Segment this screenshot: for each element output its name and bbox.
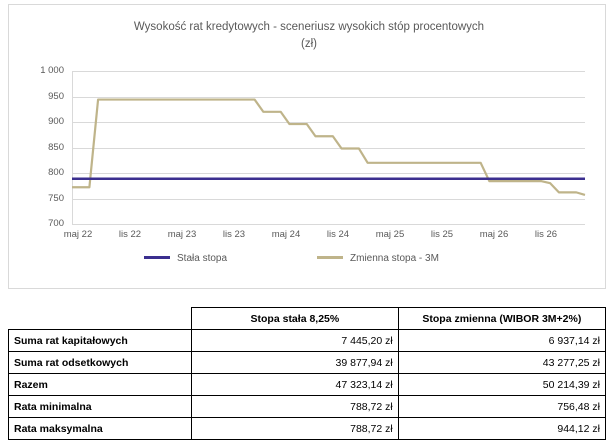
table-header-variable-rate: Stopa zmienna (WIBOR 3M+2%) (398, 308, 605, 330)
table-header-fixed-rate: Stopa stała 8,25% (192, 308, 399, 330)
chart-title-line-1: Wysokość rat kredytowych - sceneriusz wysokich stóp procentowych (133, 21, 485, 33)
row-label-rata-minimalna: Rata minimalna (9, 396, 192, 418)
y-tick-label-750: 750 (48, 192, 64, 204)
series-line-zmienna-stopa-3m (72, 100, 585, 195)
table-header-blank (9, 308, 192, 330)
row-label-rata-maksymalna: Rata maksymalna (9, 418, 192, 440)
legend-label-zmienna-stopa-3m: Zmienna stopa - 3M (350, 253, 439, 264)
chart-series-lines (72, 71, 585, 224)
row-variable-suma-rat-kapitalowych: 6 937,14 zł (398, 330, 605, 352)
table-header-row (9, 308, 606, 330)
chart-plot-area (40, 65, 585, 240)
legend-item-zmienna-stopa-3m[interactable] (317, 253, 439, 264)
legend-swatch-stala-stopa (144, 256, 170, 259)
y-tick-label-1000: 1 000 (40, 65, 64, 76)
row-label-razem: Razem (9, 374, 192, 396)
x-tick-label-3: lis 23 (222, 229, 246, 240)
x-tick-label-9: lis 26 (534, 229, 558, 240)
x-tick-label-5: lis 24 (326, 229, 350, 240)
row-fixed-suma-rat-kapitalowych: 7 445,20 zł (192, 330, 399, 352)
row-variable-rata-minimalna: 756,48 zł (398, 396, 605, 418)
chart-card (8, 4, 606, 289)
row-variable-suma-rat-odsetkowych: 43 277,25 zł (398, 352, 605, 374)
y-tick-label-950: 950 (48, 90, 64, 102)
table-row (9, 418, 606, 440)
row-fixed-razem: 47 323,14 zł (192, 374, 399, 396)
row-fixed-rata-minimalna: 788,72 zł (192, 396, 399, 418)
summary-table-wrap (8, 307, 606, 440)
chart-title (49, 19, 569, 53)
chart-title-line-2: (zł) (301, 38, 317, 50)
chart-legend (72, 253, 585, 271)
table-row (9, 374, 606, 396)
x-tick-label-7: lis 25 (430, 229, 454, 240)
summary-table (8, 307, 606, 440)
row-label-suma-rat-odsetkowych: Suma rat odsetkowych (9, 352, 192, 374)
y-tick-label-850: 850 (48, 141, 64, 153)
legend-label-stala-stopa: Stała stopa (177, 253, 228, 264)
y-tick-label-900: 900 (48, 116, 64, 127)
x-tick-label-4: maj 24 (271, 229, 301, 240)
table-row (9, 396, 606, 418)
x-tick-label-8: maj 26 (479, 229, 509, 240)
table-row (9, 330, 606, 352)
legend-item-stala-stopa[interactable] (144, 253, 227, 264)
row-variable-razem: 50 214,39 zł (398, 374, 605, 396)
gridline-700 (72, 224, 585, 225)
y-tick-label-800: 800 (48, 167, 64, 178)
row-variable-rata-maksymalna: 944,12 zł (398, 418, 605, 440)
table-row (9, 352, 606, 374)
x-tick-label-2: maj 23 (167, 229, 197, 240)
x-tick-label-6: maj 25 (375, 229, 405, 240)
x-tick-label-0: maj 22 (63, 229, 93, 240)
x-tick-label-1: lis 22 (118, 229, 142, 240)
row-fixed-rata-maksymalna: 788,72 zł (192, 418, 399, 440)
row-label-suma-rat-kapitalowych: Suma rat kapitałowych (9, 330, 192, 352)
legend-swatch-zmienna-stopa-3m (317, 256, 343, 259)
y-tick-label-700: 700 (48, 218, 64, 229)
row-fixed-suma-rat-odsetkowych: 39 877,94 zł (192, 352, 399, 374)
